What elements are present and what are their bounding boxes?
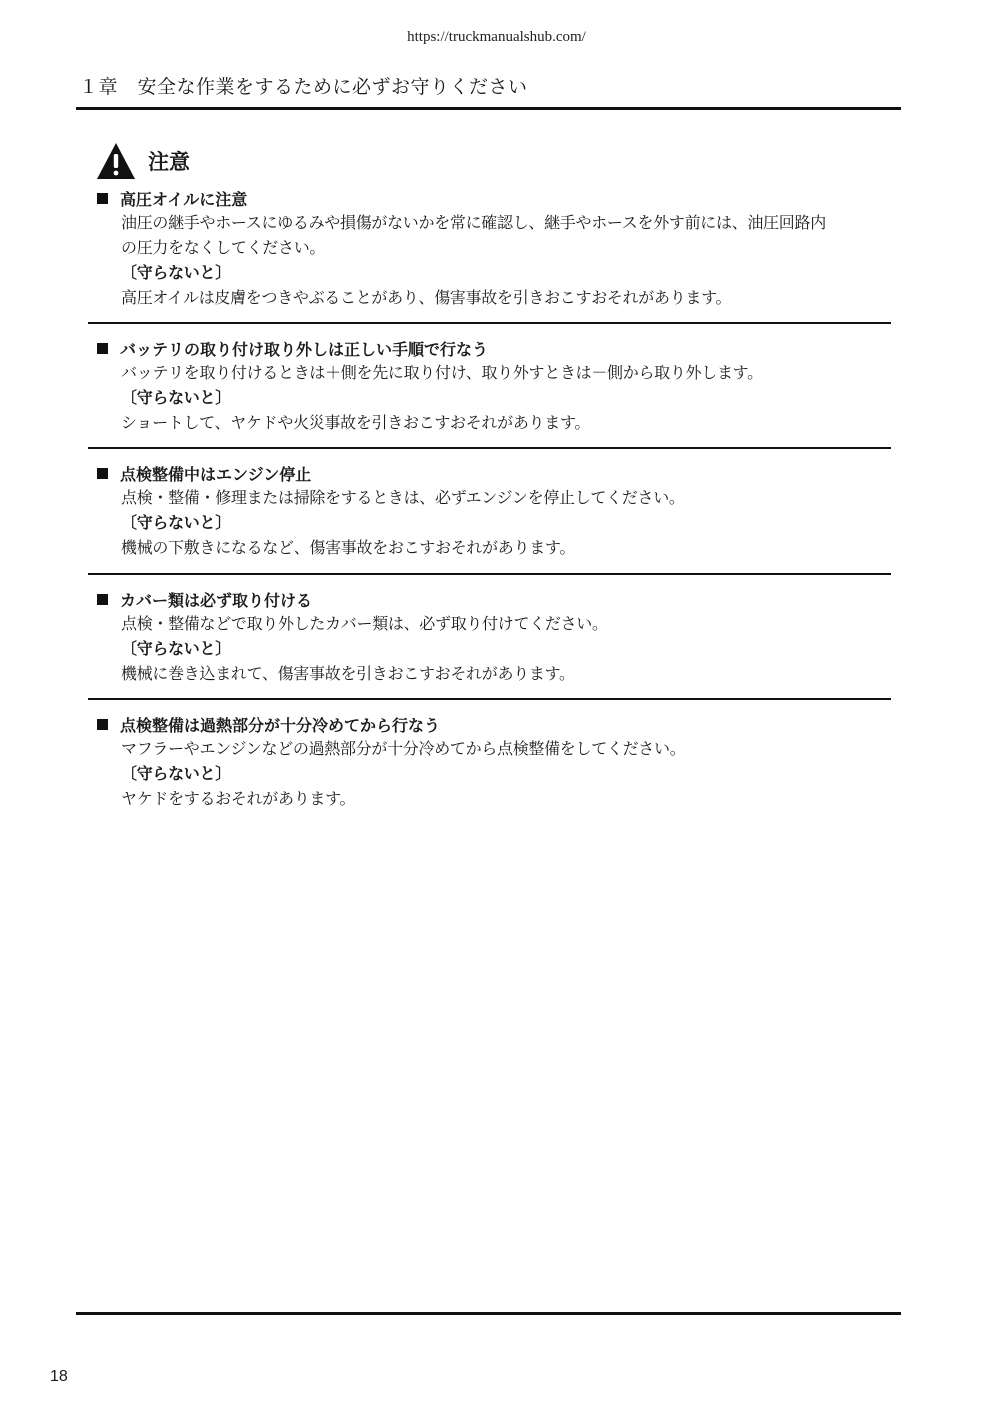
warning-label: 〔守らないと〕 — [121, 513, 231, 532]
warning-label: 〔守らないと〕 — [121, 388, 231, 407]
safety-section-covers — [96, 587, 906, 686]
caution-header — [96, 140, 190, 182]
section-divider — [88, 698, 891, 700]
footer-rule — [76, 1312, 901, 1315]
section-divider — [88, 322, 891, 324]
safety-section-engine-stop — [96, 461, 906, 560]
section-heading-text: 点検整備中はエンジン停止 — [120, 464, 312, 484]
square-bullet-icon — [97, 193, 108, 204]
section-body-line: の圧力をなくしてください。 — [121, 238, 326, 257]
consequence-text: 高圧オイルは皮膚をつきやぶることがあり、傷害事故を引きおこすおそれがあります。 — [121, 288, 732, 307]
square-bullet-icon — [97, 468, 108, 479]
consequence-text: 機械の下敷きになるなど、傷害事故をおこすおそれがあります。 — [121, 538, 576, 557]
section-body-line: バッテリを取り付けるときは＋側を先に取り付け、取り外すときは－側から取り外します。 — [121, 363, 763, 382]
page-number: 18 — [50, 1368, 68, 1385]
section-body-line: マフラーやエンジンなどの過熱部分が十分冷めてから点検整備をしてください。 — [121, 739, 686, 758]
section-heading-text: バッテリの取り付け取り外しは正しい手順で行なう — [120, 339, 489, 359]
section-heading — [96, 336, 906, 360]
chapter-title: １章 安全な作業をするために必ずお守りください — [79, 76, 528, 98]
consequence-text: ショートして、ヤケドや火災事故を引きおこすおそれがあります。 — [121, 413, 591, 432]
source-url: https://truckmanualshub.com/ — [407, 29, 586, 45]
section-heading — [96, 461, 906, 485]
warning-label: 〔守らないと〕 — [121, 263, 231, 282]
consequence-text: ヤケドをするおそれがあります。 — [121, 789, 356, 808]
section-body-line: 点検・整備などで取り外したカバー類は、必ず取り付けてください。 — [121, 614, 608, 633]
section-heading — [96, 587, 906, 611]
section-heading-text: カバー類は必ず取り付ける — [120, 590, 313, 610]
section-body-line: 点検・整備・修理または掃除をするときは、必ずエンジンを停止してください。 — [121, 488, 685, 507]
section-divider — [88, 573, 891, 575]
safety-section-high-pressure-oil — [96, 186, 906, 310]
header-rule — [76, 107, 901, 110]
consequence-text: 機械に巻き込まれて、傷害事故を引きおこすおそれがあります。 — [121, 664, 575, 683]
caution-title: 注意 — [148, 150, 190, 174]
section-heading — [96, 186, 906, 210]
section-divider — [88, 447, 891, 449]
warning-label: 〔守らないと〕 — [121, 764, 231, 783]
safety-section-battery — [96, 336, 906, 435]
warning-triangle-icon — [96, 142, 136, 180]
square-bullet-icon — [97, 719, 108, 730]
warning-label: 〔守らないと〕 — [121, 639, 231, 658]
section-heading — [96, 712, 906, 736]
square-bullet-icon — [97, 594, 108, 605]
section-heading-text: 高圧オイルに注意 — [120, 189, 248, 209]
section-heading-text: 点検整備は過熱部分が十分冷めてから行なう — [120, 715, 441, 735]
square-bullet-icon — [97, 343, 108, 354]
section-body-line: 油圧の継手やホースにゆるみや損傷がないかを常に確認し、継手やホースを外す前には、油圧回路内 — [121, 213, 826, 232]
safety-section-hot-parts — [96, 712, 906, 811]
